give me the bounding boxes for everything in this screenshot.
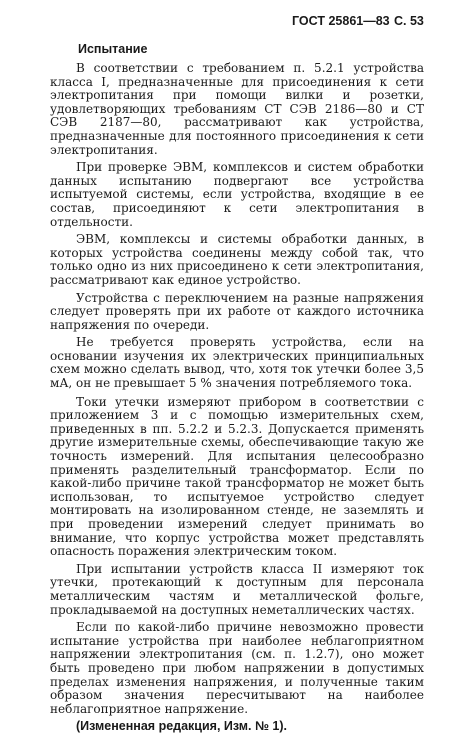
paragraph: Токи утечки измеряют прибором в соответствии с приложением 3 и с помощью измерительных схем, приведенных в пп. 5.2.2 и 5.2.3. Допускается применять другие измерительные схемы, обеспечивающие такую же точность измерений. Для испытания целесообразно применять разделительный трансформатор. Если по какой-либо причине такой трансформатор не может быть использован, то испытуемое устройство следует монтировать на изолированном стенде, не заземлять и при проведении измерений следует принимать во внимание, что корпус устройства может представлять опасность поражения электрическим током. <box>50 394 424 559</box>
page-number: С. 53 <box>394 14 424 28</box>
paragraph: ЭВМ, комплексы и системы обработки данных, в которых устройства соединены между собой так, что только одно из них присоединено к сети электропитания, рассматривают как единое устройство. <box>50 232 424 287</box>
paragraph: Если по какой-либо причине невозможно провести испытание устройства при наиболее неблагоприятном напряжении электропитания (см. п. 1.2.7), оно может быть проведено при любом напряжении в допустимых пределах изменения напряжения, и полученные таким образом значения пересчитывают на наиболее неблагоприятное напряжение. <box>50 620 424 716</box>
paragraph: При проверке ЭВМ, комплексов и систем обработки данных испытанию подвергают все устройства испытуемой системы, если устройства, входящие в ее состав, присоединяют к сети электропитания в отдельности. <box>50 160 424 229</box>
paragraph: Не требуется проверять устройства, если на основании изучения их электрических принципиальных схем можно сделать вывод, что, хотя ток утечки более 3,5 мА, он не превышает 5 % значения потребляемого тока. <box>50 335 424 391</box>
edition-note: (Измененная редакция, Изм. № 1). <box>76 719 287 734</box>
standard-number: ГОСТ 25861—83 <box>292 14 390 28</box>
paragraph: В соответствии с требованием п. 5.2.1 устройства класса I, предназначенные для присоединения к сети электропитания при помощи вилки и розетки, удовлетворяющих требованиям СТ СЭВ 2186—80 и СТ СЭВ 2187—80, рассматривают как устройства, предназначенные для постоянного присоединения к сети электропитания. <box>50 61 424 157</box>
paragraph: Устройства с переключением на разные напряжения следует проверять при их работе от каждого источника напряжения по очереди. <box>50 290 424 332</box>
body-text <box>50 62 424 738</box>
paragraph: При испытании устройств класса II измеряют ток утечки, протекающий к доступным для персонала металлическим частям и металлической фольге, прокладываемой на доступных неметаллических частях. <box>50 561 424 617</box>
section-title: Испытание <box>78 42 148 56</box>
page-header <box>0 14 465 32</box>
